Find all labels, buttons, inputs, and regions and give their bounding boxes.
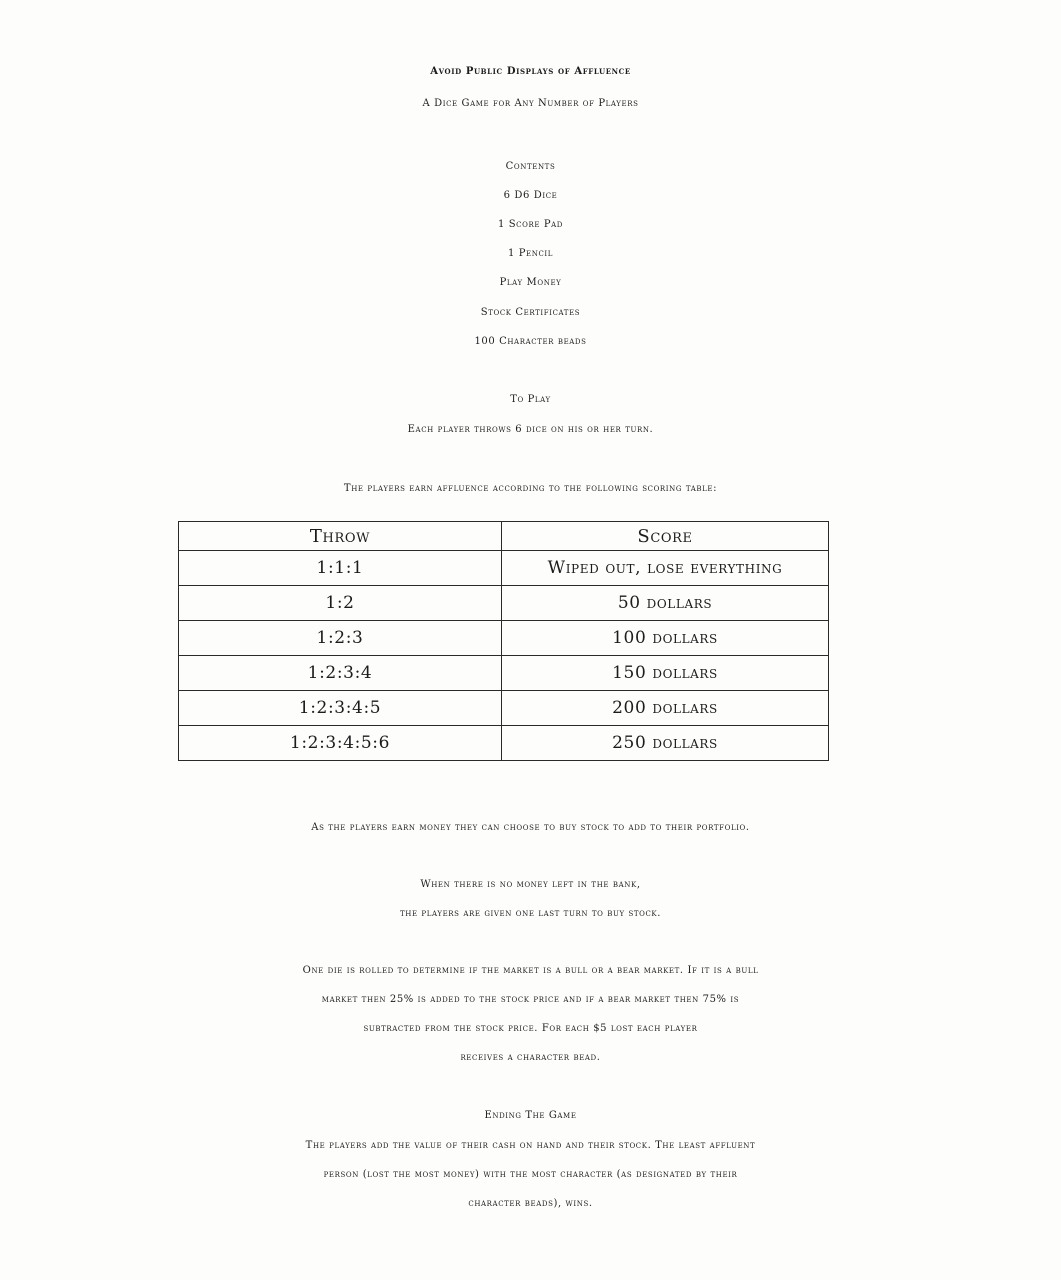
throw-cell: 1:2:3:4:5	[179, 691, 502, 726]
bank-paragraph-line: the players are given one last turn to buy stock.	[399, 908, 662, 919]
ending-paragraph-line: person (lost the most money) with the most character (as designated by their	[323, 1169, 738, 1180]
throw-cell: 1:1:1	[179, 551, 502, 586]
table-header-row	[179, 522, 829, 551]
market-paragraph-line: market then 25% is added to the stock price and if a bear market then 75% is	[321, 994, 740, 1005]
ending-heading: Ending The Game	[484, 1110, 577, 1121]
contents-item: Play Money	[499, 277, 562, 288]
scoring-table	[178, 521, 829, 761]
contents-item: Stock Certificates	[480, 307, 581, 318]
table-row	[179, 586, 829, 621]
to-play-heading: To Play	[510, 394, 551, 405]
table-row	[179, 726, 829, 761]
throw-cell: 1:2	[179, 586, 502, 621]
game-title: Avoid Public Displays of Affluence	[430, 66, 631, 77]
contents-item: 1 Score Pad	[497, 219, 564, 230]
throw-cell: 1:2:3:4:5:6	[179, 726, 502, 761]
header-score: Score	[502, 522, 829, 551]
table-row	[179, 621, 829, 656]
header-throw: Throw	[179, 522, 502, 551]
stock-paragraph: As the players earn money they can choose to buy stock to add to their portfolio.	[311, 822, 750, 833]
throw-cell: 1:2:3:4	[179, 656, 502, 691]
score-cell: 200 dollars	[502, 691, 829, 726]
score-cell: 250 dollars	[502, 726, 829, 761]
scoring-intro: The players earn affluence according to the following scoring table:	[343, 483, 718, 494]
market-paragraph-line: One die is rolled to determine if the market is a bull or a bear market. If it is a bull	[302, 965, 759, 976]
contents-item: 6 D6 Dice	[503, 190, 558, 201]
market-paragraph-line: subtracted from the stock price. For each $5 lost each player	[363, 1023, 698, 1034]
score-cell: 150 dollars	[502, 656, 829, 691]
contents-heading: Contents	[505, 161, 556, 172]
market-paragraph-line: receives a character bead.	[460, 1052, 601, 1063]
ending-paragraph-line: character beads), wins.	[468, 1198, 593, 1209]
contents-item: 100 Character beads	[474, 336, 587, 347]
ending-paragraph-line: The players add the value of their cash on hand and their stock. The least affluent	[305, 1140, 756, 1151]
score-cell: 50 dollars	[502, 586, 829, 621]
bank-paragraph-line: When there is no money left in the bank,	[420, 879, 641, 890]
score-cell: 100 dollars	[502, 621, 829, 656]
table-row	[179, 551, 829, 586]
contents-item: 1 Pencil	[507, 248, 554, 259]
game-subtitle: A Dice Game for Any Number of Players	[422, 98, 639, 109]
throw-cell: 1:2:3	[179, 621, 502, 656]
table-row	[179, 656, 829, 691]
score-cell: Wiped out, lose everything	[502, 551, 829, 586]
to-play-text: Each player throws 6 dice on his or her turn.	[407, 424, 654, 435]
table-row	[179, 691, 829, 726]
